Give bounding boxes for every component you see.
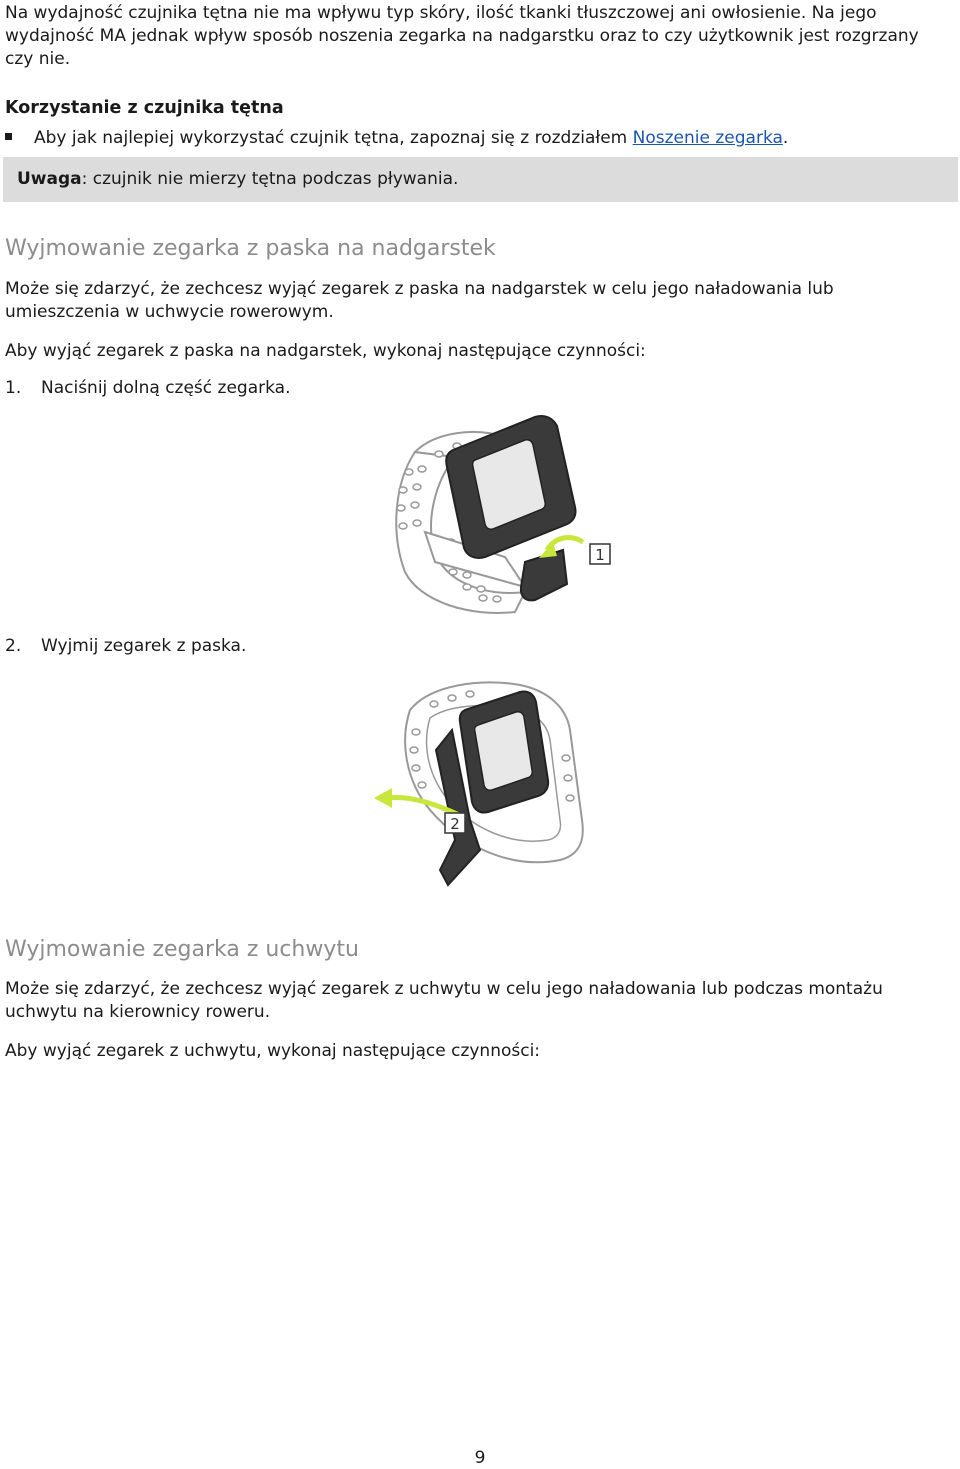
note-text: : czujnik nie mierzy tętna podczas pływania. [81,169,459,189]
step-2-text: Wyjmij zegarek z paska. [41,636,247,656]
step-2-label: 2 [450,815,460,833]
remove-watch-illustration [370,670,595,892]
holder-paragraph-1: Może się zdarzyć, że zechcesz wyjąć zegarek z uchwytu w celu jego naładowania lub podczas montażu uchwytu na kierownicy roweru. [5,979,883,1022]
bullet-end: . [782,128,789,148]
step-1 [5,376,290,400]
heart-rate-subheading: Korzystanie z czujnika tętna [5,98,284,118]
press-watch-illustration [375,412,620,617]
page-number: 9 [474,1448,486,1468]
step-2-number: 2. [5,636,22,656]
intro-paragraph: Na wydajność czujnika tętna nie ma wpływu typ skóry, ilość tkanki tłuszczowej ani owłosienie. Na jego wydajność MA jednak wpływ sposób noszenia zegarka na nadgarstku oraz to czy użytkownik jest rozgrzany czy nie. [5,3,919,69]
note-label: Uwaga [17,169,82,189]
holder-section-heading: Wyjmowanie zegarka z uchwytu [5,937,359,962]
strap-section-heading: Wyjmowanie zegarka z paska na nadgarstek [5,236,496,261]
note-box [3,157,958,202]
step-1-text: Naciśnij dolną część zegarka. [41,378,291,398]
wearing-watch-link[interactable]: Noszenie zegarka [632,128,783,148]
step-2 [5,634,246,658]
bullet-square-icon [5,133,12,140]
step-1-label: 1 [595,546,605,564]
strap-paragraph-1: Może się zdarzyć, że zechcesz wyjąć zegarek z paska na nadgarstek w celu jego naładowania lub umieszczenia w uchwycie rowerowym. [5,279,834,322]
holder-paragraph-2: Aby wyjąć zegarek z uchwytu, wykonaj następujące czynności: [5,1041,541,1061]
step-1-number: 1. [5,378,22,398]
bullet-item [5,126,788,150]
bullet-text: Aby jak najlepiej wykorzystać czujnik tętna, zapoznaj się z rozdziałem [34,128,633,148]
strap-paragraph-2: Aby wyjąć zegarek z paska na nadgarstek, wykonaj następujące czynności: [5,341,646,361]
